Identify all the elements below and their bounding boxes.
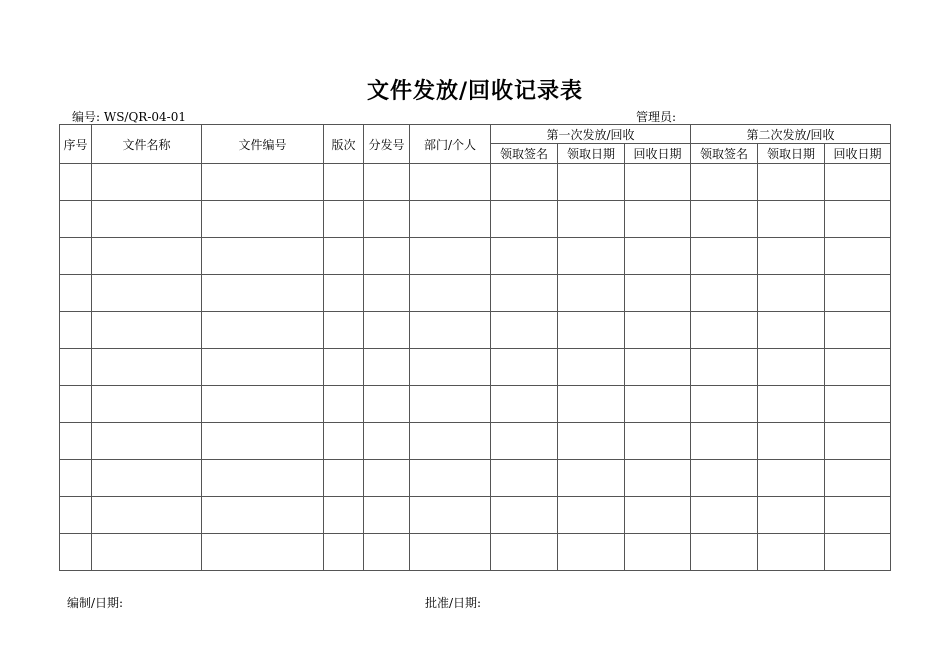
table-cell[interactable] — [202, 275, 324, 312]
table-cell[interactable] — [691, 164, 758, 201]
table-cell[interactable] — [491, 238, 558, 275]
table-cell[interactable] — [691, 275, 758, 312]
table-cell[interactable] — [92, 164, 202, 201]
table-row — [60, 312, 891, 349]
table-row — [60, 275, 891, 312]
table-cell[interactable] — [825, 238, 891, 275]
table-cell[interactable] — [758, 534, 825, 571]
table-cell[interactable] — [758, 238, 825, 275]
table-cell[interactable] — [60, 460, 92, 497]
table-row — [60, 349, 891, 386]
table-cell[interactable] — [558, 238, 625, 275]
table-cell[interactable] — [410, 312, 491, 349]
table-cell[interactable] — [410, 423, 491, 460]
table-cell[interactable] — [364, 349, 410, 386]
table-cell[interactable] — [825, 312, 891, 349]
table-cell[interactable] — [491, 534, 558, 571]
record-table-body — [60, 164, 891, 571]
table-cell[interactable] — [410, 275, 491, 312]
table-cell[interactable] — [825, 423, 891, 460]
table-cell[interactable] — [324, 423, 364, 460]
table-cell[interactable] — [364, 275, 410, 312]
record-table — [59, 124, 891, 571]
table-cell[interactable] — [825, 349, 891, 386]
header-second-return-date: 回收日期 — [825, 144, 891, 164]
table-cell[interactable] — [558, 275, 625, 312]
table-cell[interactable] — [324, 349, 364, 386]
table-cell[interactable] — [691, 497, 758, 534]
header-first-receive-date: 领取日期 — [558, 144, 625, 164]
header-first-issue: 第一次发放/回收 — [491, 125, 691, 144]
table-cell[interactable] — [324, 201, 364, 238]
table-cell[interactable] — [60, 497, 92, 534]
table-cell[interactable] — [558, 534, 625, 571]
table-cell[interactable] — [491, 386, 558, 423]
table-cell[interactable] — [324, 312, 364, 349]
table-row — [60, 238, 891, 275]
table-cell[interactable] — [625, 423, 691, 460]
table-cell[interactable] — [825, 164, 891, 201]
table-cell[interactable] — [691, 460, 758, 497]
table-cell[interactable] — [60, 275, 92, 312]
table-cell[interactable] — [558, 201, 625, 238]
table-cell[interactable] — [491, 201, 558, 238]
table-row — [60, 423, 891, 460]
table-cell[interactable] — [364, 497, 410, 534]
table-row — [60, 201, 891, 238]
document-number: 编号: WS/QR-04-01 — [72, 110, 186, 124]
table-cell[interactable] — [825, 460, 891, 497]
header-doc-code: 文件编号 — [202, 125, 324, 164]
table-cell[interactable] — [364, 534, 410, 571]
table-cell[interactable] — [691, 534, 758, 571]
table-cell[interactable] — [491, 349, 558, 386]
table-cell[interactable] — [625, 497, 691, 534]
table-cell[interactable] — [202, 164, 324, 201]
table-cell[interactable] — [92, 312, 202, 349]
table-cell[interactable] — [92, 386, 202, 423]
table-cell[interactable] — [364, 201, 410, 238]
manager-label: 管理员: — [636, 110, 677, 124]
table-cell[interactable] — [324, 534, 364, 571]
table-cell[interactable] — [410, 460, 491, 497]
table-cell[interactable] — [92, 460, 202, 497]
table-row — [60, 497, 891, 534]
table-cell[interactable] — [324, 275, 364, 312]
table-cell[interactable] — [364, 423, 410, 460]
table-cell[interactable] — [625, 275, 691, 312]
table-cell[interactable] — [758, 275, 825, 312]
table-cell[interactable] — [691, 201, 758, 238]
table-cell[interactable] — [202, 201, 324, 238]
table-cell[interactable] — [60, 534, 92, 571]
table-cell[interactable] — [364, 312, 410, 349]
table-cell[interactable] — [691, 238, 758, 275]
header-doc-name: 文件名称 — [92, 125, 202, 164]
table-cell[interactable] — [60, 423, 92, 460]
table-cell[interactable] — [691, 386, 758, 423]
table-cell[interactable] — [92, 423, 202, 460]
table-cell[interactable] — [202, 497, 324, 534]
table-cell[interactable] — [825, 534, 891, 571]
table-cell[interactable] — [202, 386, 324, 423]
header-second-issue: 第二次发放/回收 — [691, 125, 891, 144]
table-cell[interactable] — [625, 164, 691, 201]
table-cell[interactable] — [625, 312, 691, 349]
table-cell[interactable] — [625, 201, 691, 238]
table-cell[interactable] — [410, 201, 491, 238]
table-cell[interactable] — [202, 423, 324, 460]
table-cell[interactable] — [92, 534, 202, 571]
table-cell[interactable] — [364, 386, 410, 423]
header-second-sign: 领取签名 — [691, 144, 758, 164]
manager-field — [636, 108, 764, 125]
table-cell[interactable] — [60, 386, 92, 423]
table-cell[interactable] — [202, 534, 324, 571]
table-cell[interactable] — [410, 238, 491, 275]
header-first-sign: 领取签名 — [491, 144, 558, 164]
table-cell[interactable] — [92, 275, 202, 312]
table-cell[interactable] — [625, 238, 691, 275]
table-cell[interactable] — [558, 497, 625, 534]
table-cell[interactable] — [92, 238, 202, 275]
table-cell[interactable] — [202, 349, 324, 386]
table-cell[interactable] — [558, 164, 625, 201]
table-cell[interactable] — [410, 164, 491, 201]
table-cell[interactable] — [324, 238, 364, 275]
table-cell[interactable] — [202, 460, 324, 497]
table-cell[interactable] — [324, 386, 364, 423]
table-cell[interactable] — [825, 201, 891, 238]
table-cell[interactable] — [558, 312, 625, 349]
table-cell[interactable] — [60, 349, 92, 386]
table-cell[interactable] — [558, 349, 625, 386]
table-cell[interactable] — [825, 275, 891, 312]
table-cell[interactable] — [60, 164, 92, 201]
prepared-by-date: 编制/日期: — [67, 596, 124, 610]
table-cell[interactable] — [60, 312, 92, 349]
table-cell[interactable] — [364, 164, 410, 201]
table-cell[interactable] — [92, 349, 202, 386]
table-cell[interactable] — [558, 386, 625, 423]
table-cell[interactable] — [758, 201, 825, 238]
header-first-return-date: 回收日期 — [625, 144, 691, 164]
table-cell[interactable] — [60, 201, 92, 238]
table-cell[interactable] — [758, 349, 825, 386]
table-cell[interactable] — [410, 534, 491, 571]
table-cell[interactable] — [758, 460, 825, 497]
table-cell[interactable] — [691, 423, 758, 460]
table-cell[interactable] — [202, 312, 324, 349]
table-cell[interactable] — [92, 201, 202, 238]
header-copy-no: 分发号 — [364, 125, 410, 164]
table-row — [60, 164, 891, 201]
table-cell[interactable] — [758, 386, 825, 423]
table-cell[interactable] — [758, 497, 825, 534]
table-cell[interactable] — [625, 349, 691, 386]
table-cell[interactable] — [364, 460, 410, 497]
table-cell[interactable] — [92, 497, 202, 534]
table-cell[interactable] — [202, 238, 324, 275]
header-dept: 部门/个人 — [410, 125, 491, 164]
table-cell[interactable] — [324, 164, 364, 201]
table-cell[interactable] — [491, 460, 558, 497]
table-cell[interactable] — [410, 386, 491, 423]
table-cell[interactable] — [491, 423, 558, 460]
header-version: 版次 — [324, 125, 364, 164]
table-cell[interactable] — [558, 423, 625, 460]
table-cell[interactable] — [758, 312, 825, 349]
approved-by-date: 批准/日期: — [425, 596, 482, 610]
table-cell[interactable] — [410, 497, 491, 534]
table-cell[interactable] — [758, 164, 825, 201]
table-cell[interactable] — [491, 497, 558, 534]
table-cell[interactable] — [691, 312, 758, 349]
header-second-receive-date: 领取日期 — [758, 144, 825, 164]
table-cell[interactable] — [691, 349, 758, 386]
header-seq: 序号 — [60, 125, 92, 164]
page-title: 文件发放/回收记录表 — [366, 78, 584, 104]
table-cell[interactable] — [60, 238, 92, 275]
table-cell[interactable] — [825, 497, 891, 534]
table-cell[interactable] — [758, 423, 825, 460]
table-cell[interactable] — [324, 497, 364, 534]
table-cell[interactable] — [491, 275, 558, 312]
table-cell[interactable] — [491, 312, 558, 349]
table-row — [60, 386, 891, 423]
table-cell[interactable] — [625, 534, 691, 571]
table-cell[interactable] — [324, 460, 364, 497]
table-row — [60, 534, 891, 571]
table-row — [60, 460, 891, 497]
table-cell[interactable] — [558, 460, 625, 497]
table-cell[interactable] — [825, 386, 891, 423]
table-cell[interactable] — [625, 386, 691, 423]
table-cell[interactable] — [410, 349, 491, 386]
table-cell[interactable] — [491, 164, 558, 201]
table-cell[interactable] — [625, 460, 691, 497]
table-cell[interactable] — [364, 238, 410, 275]
